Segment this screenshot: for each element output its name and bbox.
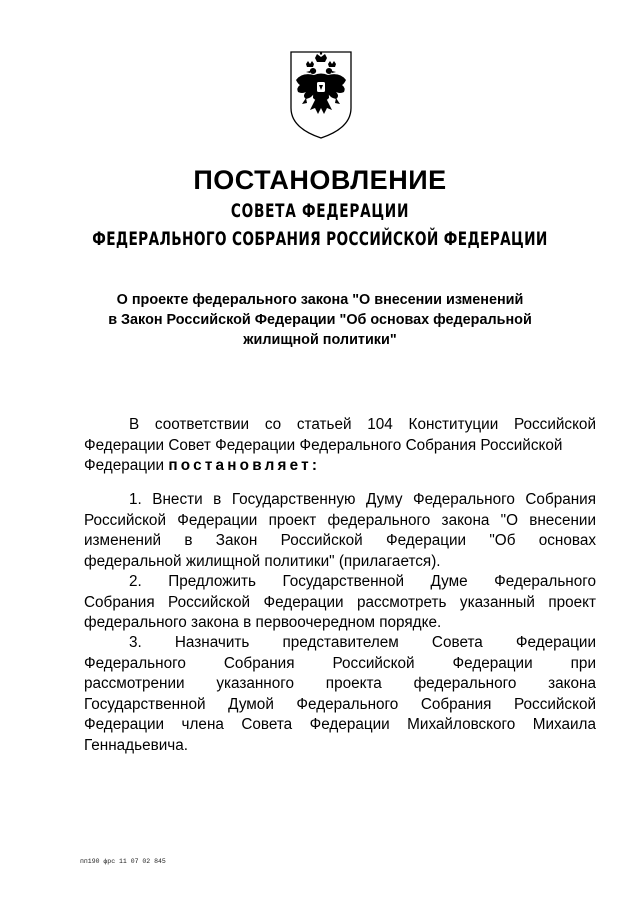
item-2-line-3: федерального закона в первоочередном порядке.	[84, 614, 442, 632]
item-3-paragraph	[84, 633, 596, 757]
preamble-line-1: В соответствии со статьей 104 Конституции Российской	[129, 416, 596, 433]
footer-registration-code: пп190 фрс 11 07 02 845	[80, 858, 166, 865]
document-type-title: ПОСТАНОВЛЕНИЕ	[193, 165, 447, 195]
item-2-line-1: 2. Предложить Государственной Думе Федерального	[129, 573, 596, 590]
subject-line-1: О проекте федерального закона "О внесении изменений	[116, 292, 524, 308]
item-1-paragraph	[84, 490, 596, 572]
item-3-line-3: рассмотрении указанного проекта федерального закона	[84, 675, 596, 693]
item-3-line-1: 3. Назначить представителем Совета Федерации	[129, 634, 596, 651]
preamble-line-3	[84, 456, 596, 477]
subject-line-2: в Закон Российской Федерации "Об основах федеральной	[108, 312, 532, 328]
preamble-prefix: Федерации	[84, 457, 165, 475]
document-subject	[80, 290, 560, 350]
item-1-line-3: изменений в Закон Российской Федерации "Об основах	[84, 532, 596, 550]
item-3-line-4: Государственной Думой Федерального Собрания Российской	[84, 695, 596, 713]
decree-word: постановляет:	[168, 457, 321, 475]
preamble-paragraph	[84, 415, 596, 477]
issuer-line-2: ФЕДЕРАЛЬНОГО СОБРАНИЯ РОССИЙСКОЙ ФЕДЕРАЦИИ	[92, 228, 548, 250]
item-2-paragraph	[84, 572, 596, 634]
subject-line-3: жилищной политики"	[243, 332, 397, 348]
preamble-line-2: Федерации Совет Федерации Федерального Собрания Российской	[84, 436, 563, 454]
item-3-line-6: Геннадьевича.	[84, 736, 188, 754]
item-2-line-2: Собрания Российской Федерации рассмотреть указанный проект	[84, 593, 596, 611]
item-1-line-4: федеральной жилищной политики" (прилагается).	[84, 552, 441, 570]
item-1-line-2: Российской Федерации проект федерального закона "О внесении	[84, 511, 596, 529]
coat-of-arms-icon	[288, 50, 354, 140]
item-3-line-2: Федерального Собрания Российской Федерации при	[84, 654, 596, 672]
item-1-line-1: 1. Внести в Государственную Думу Федерального Собрания	[129, 491, 596, 508]
item-3-line-5: Федерации члена Совета Федерации Михайловского Михаила	[84, 716, 596, 734]
issuer-line-1: СОВЕТА ФЕДЕРАЦИИ	[230, 200, 410, 222]
